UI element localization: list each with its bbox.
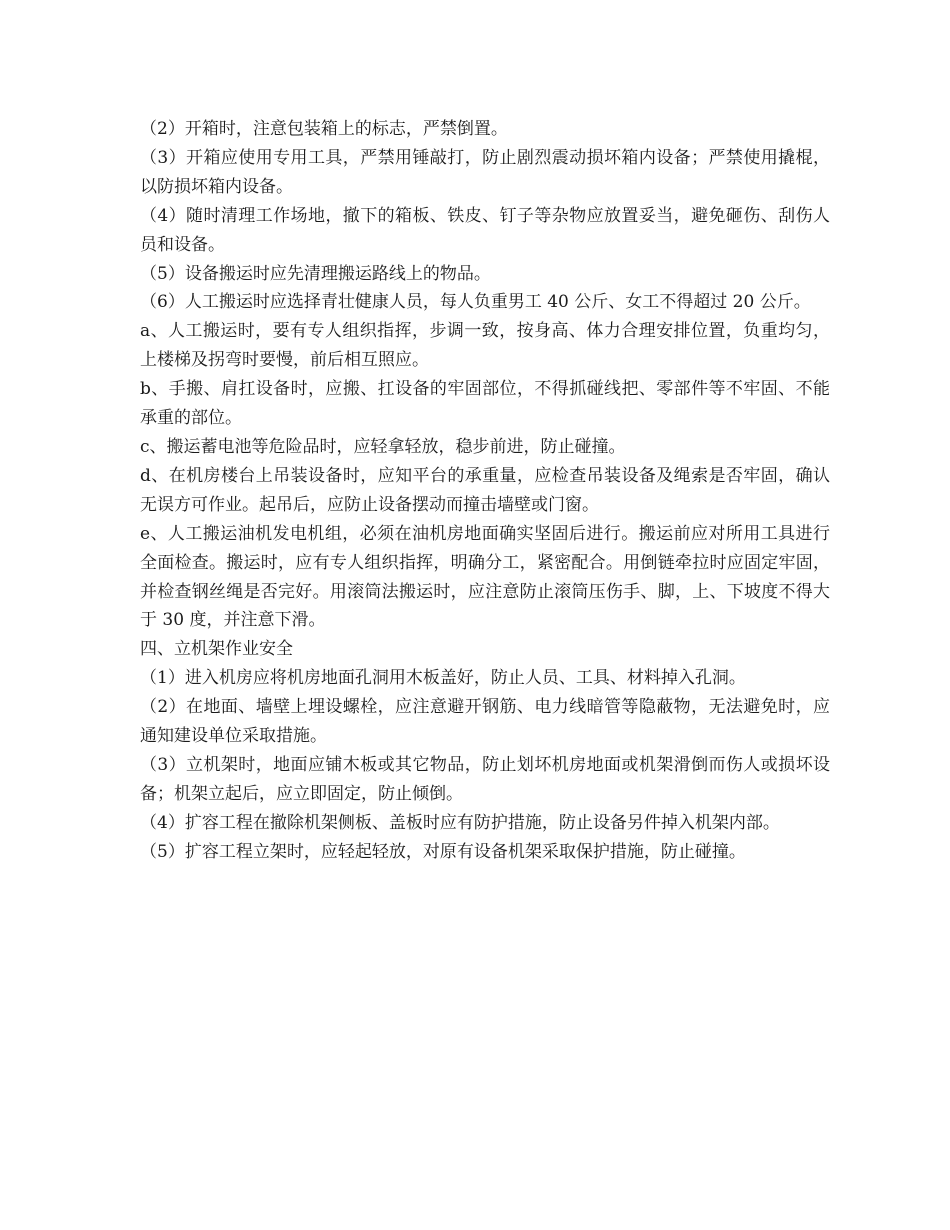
paragraph-item-b: b、手搬、肩扛设备时，应搬、扛设备的牢固部位，不得抓碰线把、零部件等不牢固、不能承重的部位。	[140, 379, 830, 429]
paragraph-cover-holes: （1）进入机房应将机房地面孔洞用木板盖好，防止人员、工具、材料掉入孔洞。	[140, 668, 746, 689]
paragraph-clear-route: （5）设备搬运时应先清理搬运路线上的物品。	[140, 263, 491, 284]
paragraph-item-e: e、人工搬运油机发电机组，必须在油机房地面确实坚固后进行。搬运前应对所用工具进行全面检查。搬运时，应有专人组织指挥，明确分工，紧密配合。用倒链牵拉时应固定牢固，并检查钢丝绳是否完好。用滚筒法搬运时，应注意防止滚筒压伤手、脚，上、下坡度不得大于 30 度，并注意下滑。	[140, 523, 830, 631]
paragraph-item-d: d、在机房楼台上吊装设备时，应知平台的承重量，应检查吊装设备及绳索是否牢固，确认无误方可作业。起吊后，应防止设备摆动而撞击墙壁或门窗。	[140, 465, 830, 515]
paragraph-erect-rack: （3）立机架时，地面应铺木板或其它物品，防止划坏机房地面或机架滑倒而伤人或损坏设备；机架立起后，应立即固定，防止倾倒。	[140, 754, 830, 804]
paragraph-expansion-rack: （5）扩容工程立架时，应轻起轻放，对原有设备机架采取保护措施，防止碰撞。	[140, 841, 746, 862]
section-heading-rack-safety: 四、立机架作业安全	[140, 639, 293, 660]
paragraph-remove-panels: （4）扩容工程在撤除机架侧板、盖板时应有防护措施，防止设备另件掉入机架内部。	[140, 812, 780, 833]
paragraph-manual-carry-load: （6）人工搬运时应选择青壮健康人员，每人负重男工 40 公斤、女工不得超过 20 公斤。	[140, 292, 811, 313]
paragraph-open-box-tools: （3）开箱应使用专用工具，严禁用锤敲打，防止剧烈震动损坏箱内设备；严禁使用撬棍，以防损坏箱内设备。	[140, 147, 830, 197]
paragraph-item-a: a、人工搬运时，要有专人组织指挥，步调一致，按身高、体力合理安排位置，负重均匀，上楼梯及拐弯时要慢，前后相互照应。	[140, 321, 830, 371]
paragraph-open-box-marking: （2）开箱时，注意包装箱上的标志，严禁倒置。	[140, 119, 508, 139]
paragraph-embed-bolts: （2）在地面、墙壁上埋设螺栓，应注意避开钢筋、电力线暗管等隐蔽物，无法避免时，应通知建设单位采取措施。	[140, 697, 830, 747]
document-body	[140, 115, 830, 867]
paragraph-item-c: c、搬运蓄电池等危险品时，应轻拿轻放，稳步前进，防止碰撞。	[140, 436, 626, 457]
paragraph-clean-site: （4）随时清理工作场地，撤下的箱板、铁皮、钉子等杂物应放置妥当，避免砸伤、刮伤人员和设备。	[140, 205, 830, 255]
